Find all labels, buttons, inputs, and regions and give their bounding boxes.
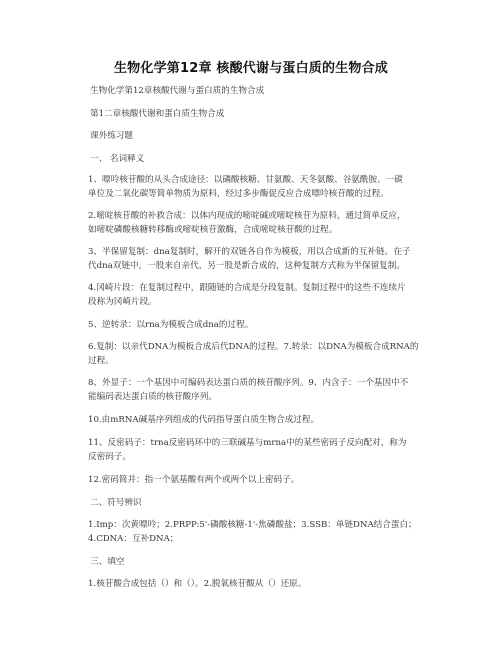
definition-line: 反密码子。 [88, 452, 131, 462]
section-heading-1: 一、 名词释义 [90, 154, 145, 164]
fill-blank-line: 1.核苷酸合成包括（）和（）。2.脱氧核苷酸从（）还原。 [88, 579, 307, 589]
symbol-line: 1.Imp：次黄嘌呤；2.PRPP:5'-磷酸核糖-1'-焦磷酸盐；3.SSB：单链DNA结合蛋白； [88, 520, 417, 530]
section-heading-2: 二、符号辨识 [90, 498, 142, 508]
symbol-line: 4.CDNA：互补DNA； [88, 534, 179, 544]
definition-line: 11、反密码子：trna反密码环中的三联碱基与mrna中的某些密码子反向配对，称为 [88, 438, 407, 448]
definition-line: 过程。 [88, 356, 114, 366]
section-heading-3: 三、填空 [90, 557, 125, 567]
definition-line: 代dna双链中，一股来自亲代，另一股是新合成的，这种复制方式称为半保留复制。 [88, 261, 405, 271]
definition-line: 8、外显子：一个基因中可编码表达蛋白质的核苷酸序列。9、内含子：一个基因中不 [88, 378, 409, 388]
definition-line: 单位及二氧化碳等简单物质为原料，经过多步酶促反应合成嘌呤核苷酸的过程。 [88, 189, 389, 199]
chapter-line: 第1二章核酸代谢和蛋白质生物合成 [90, 109, 225, 119]
definition-line: 如嘧啶磷酸核糖转移酶或嘧啶核苷激酶，合成嘧啶核苷酸的过程。 [88, 225, 338, 235]
exercise-heading: 课外练习题 [90, 131, 133, 141]
definition-line: 4.冈崎片段：在复制过程中，跟随链的合成是分段复制。复制过程中的这些不连续片 [88, 283, 406, 293]
definition-line: 段称为冈崎片段。 [88, 297, 157, 307]
definition-line: 12.密码简并：指一个氨基酸有两个或两个以上密码子。 [88, 475, 300, 485]
subtitle-line: 生物化学第12章核酸代谢与蛋白质的生物合成 [90, 86, 265, 96]
definition-line: 3、半保留复制：dna复制时，解开的双链各自作为模板，用以合成新的互补链。在子 [88, 247, 411, 257]
definition-line: 10.由mRNA碱基序列组成的代码指导蛋白质生物合成过程。 [88, 415, 320, 425]
definition-line: 5、逆转录：以rna为模板合成dna的过程。 [88, 320, 254, 330]
definition-line: 6.复制：以亲代DNA为模板合成后代DNA的过程。7.转录：以DNA为模板合成RNA的 [88, 342, 419, 352]
definition-line: 1、嘌呤核苷酸的从头合成途径：以磷酸核糖、甘氨酸、天冬氨酸、谷氨酰胺、一碳 [88, 175, 403, 185]
document-title: 生物化学第12章 核酸代谢与蛋白质的生物合成 [113, 61, 389, 76]
definition-line: 2.嘧啶核苷酸的补救合成：以体内现成的嘧啶碱或嘧啶核苷为原料，通过简单反应， [88, 211, 406, 221]
definition-line: 能编码表达蛋白质的核苷酸序列。 [88, 392, 217, 402]
